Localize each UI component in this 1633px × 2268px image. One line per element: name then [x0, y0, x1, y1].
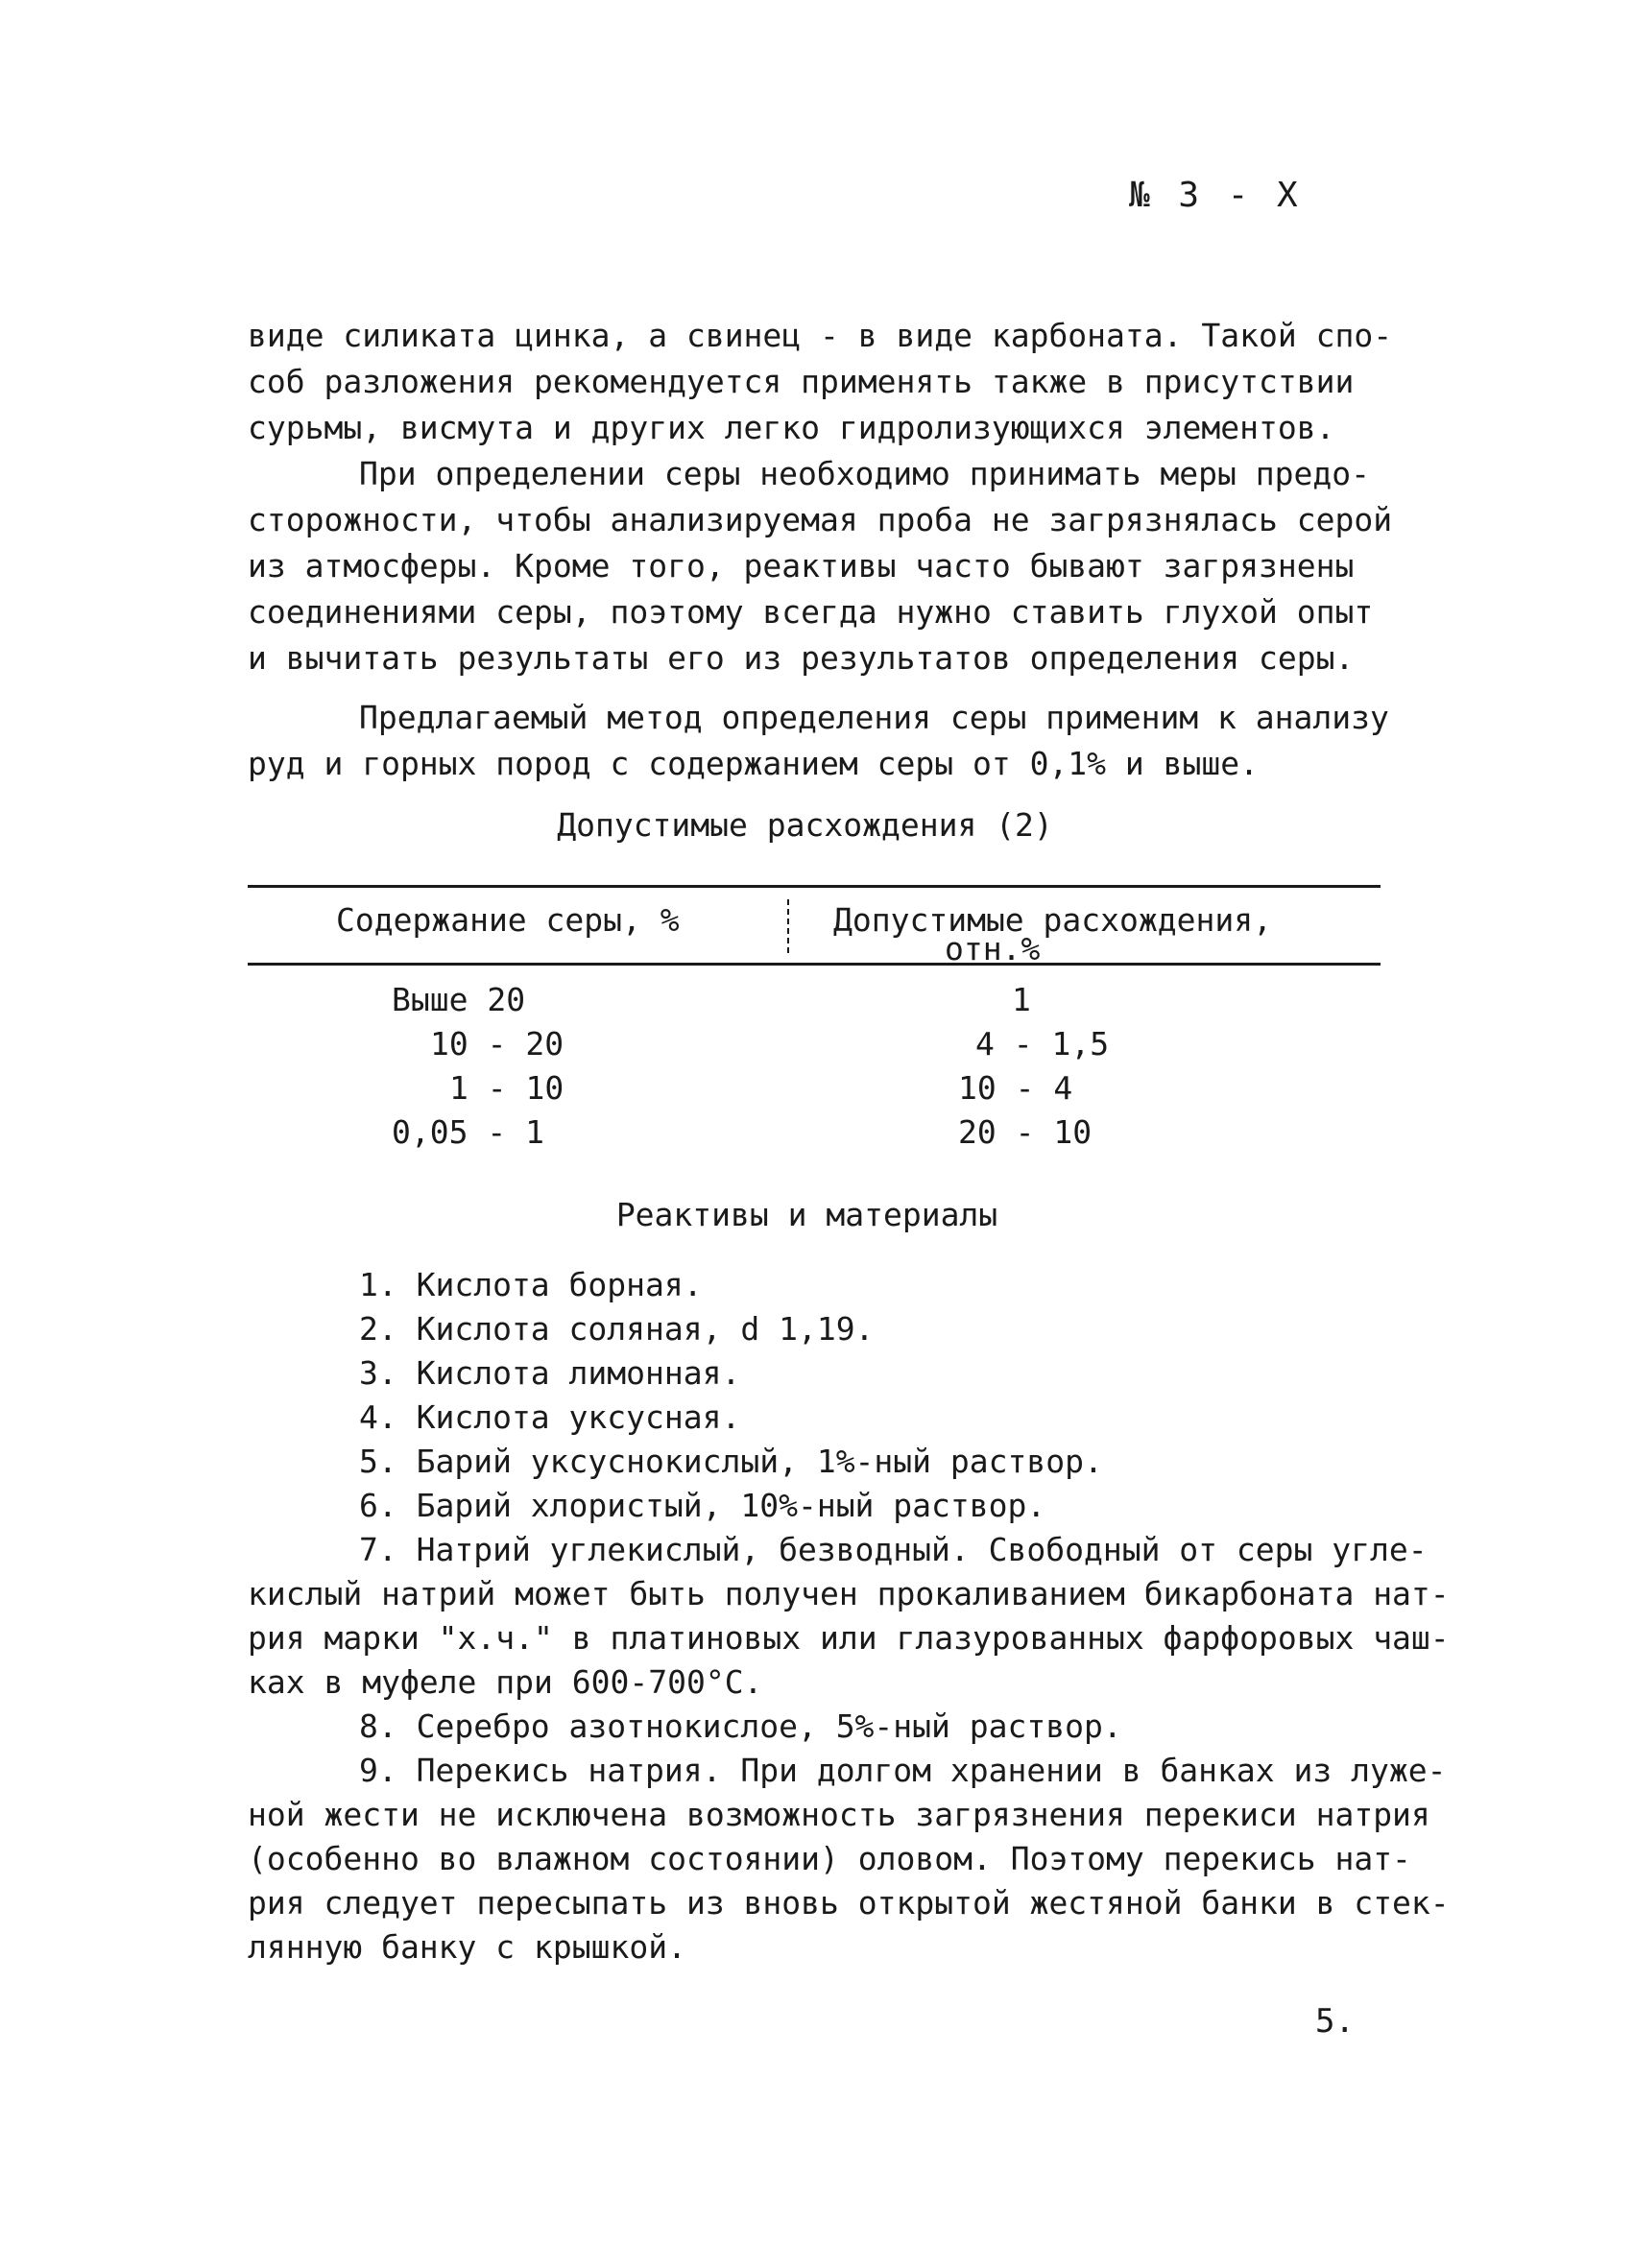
text-line: соединениями серы, поэтому всегда нужно ставить глухой опыт — [248, 593, 1374, 631]
header-tolerance-unit: отн.% — [945, 930, 1041, 967]
method-scope-paragraph — [248, 695, 1389, 787]
list-item: 1. Кислота борная. — [359, 1266, 703, 1303]
list-item — [248, 1528, 1450, 1705]
list-item: 8. Серебро азотнокислое, 5%-ный раствор. — [359, 1707, 1122, 1745]
cell-tolerance: 1 — [1012, 981, 1031, 1018]
cell-tolerance: 10 - 4 — [958, 1069, 1073, 1107]
cell-content: Выше 20 — [392, 981, 526, 1018]
cell-content: 10 - 20 — [430, 1025, 564, 1062]
list-item: 2. Кислота соляная, d 1,19. — [359, 1310, 875, 1348]
text-line: сурьмы, висмута и других легко гидролизующихся элементов. — [248, 409, 1335, 446]
list-item-line: 9. Перекись натрия. При долгом хранении в банках из луже- — [359, 1752, 1447, 1789]
list-item-line: рия марки "х.ч." в платиновых или глазурованных фарфоровых чаш- — [248, 1619, 1450, 1657]
header-tolerance: Допустимые расхождения, — [833, 901, 1272, 939]
list-item-line: ной жести не исключена возможность загрязнения перекиси натрия — [248, 1796, 1430, 1833]
tolerance-table — [248, 885, 1381, 1154]
text-line: Предлагаемый метод определения серы применим к анализу — [359, 699, 1389, 736]
text-line: и вычитать результаты его из результатов определения серы. — [248, 639, 1355, 677]
list-item: 6. Барий хлористый, 10%-ный раствор. — [359, 1487, 1046, 1524]
table-row — [248, 1065, 1381, 1110]
list-item-line: (особенно во влажном состоянии) оловом. Поэтому перекись нат- — [248, 1840, 1411, 1877]
text-line: При определении серы необходимо принимать меры предо- — [359, 455, 1370, 492]
reagents-list — [248, 1263, 1450, 1970]
table-row — [248, 1021, 1381, 1065]
text-line: сторожности, чтобы анализируемая проба не загрязнялась серой — [248, 501, 1393, 538]
page-number: 5. — [1315, 2002, 1355, 2041]
sulfur-precaution-paragraph — [248, 451, 1393, 681]
table-body — [248, 966, 1381, 1154]
text-line: виде силиката цинка, а свинец - в виде карбоната. Такой спо- — [248, 317, 1393, 354]
cell-content: 0,05 - 1 — [392, 1113, 544, 1151]
table-row — [248, 977, 1381, 1021]
table-title: Допустимые расхождения (2) — [557, 806, 1053, 844]
list-item: 5. Барий уксуснокислый, 1%-ный раствор. — [359, 1443, 1103, 1480]
list-item: 3. Кислота лимонная. — [359, 1354, 741, 1392]
table-row — [248, 1110, 1381, 1154]
text-line: руд и горных пород с содержанием серы от 0,1% и выше. — [248, 745, 1259, 782]
text-line: из атмосферы. Кроме того, реактивы часто бывают загрязнены — [248, 547, 1355, 585]
list-item-line: ках в муфеле при 600-700°С. — [248, 1663, 763, 1701]
intro-paragraph — [248, 313, 1393, 451]
list-item-line: 7. Натрий углекислый, безводный. Свободный от серы угле- — [359, 1531, 1428, 1568]
text-line: соб разложения рекомендуется применять также в присутствии — [248, 363, 1355, 400]
list-item-line: лянную банку с крышкой. — [248, 1928, 686, 1966]
list-item — [248, 1749, 1450, 1970]
cell-tolerance: 20 - 10 — [958, 1113, 1093, 1151]
header-sulfur-content: Содержание серы, % — [336, 901, 680, 939]
page-code: № 3 - Х — [1129, 176, 1302, 215]
cell-tolerance: 4 - 1,5 — [975, 1025, 1110, 1062]
table-header — [248, 888, 1381, 967]
list-item-line: рия следует пересыпать из вновь открытой жестяной банки в стек- — [248, 1884, 1450, 1922]
column-separator — [787, 899, 789, 953]
list-item: 4. Кислота уксусная. — [359, 1398, 741, 1436]
list-item-line: кислый натрий может быть получен прокаливанием бикарбоната нат- — [248, 1575, 1450, 1612]
reagents-heading: Реактивы и материалы — [615, 1196, 998, 1233]
cell-content: 1 - 10 — [449, 1069, 564, 1107]
